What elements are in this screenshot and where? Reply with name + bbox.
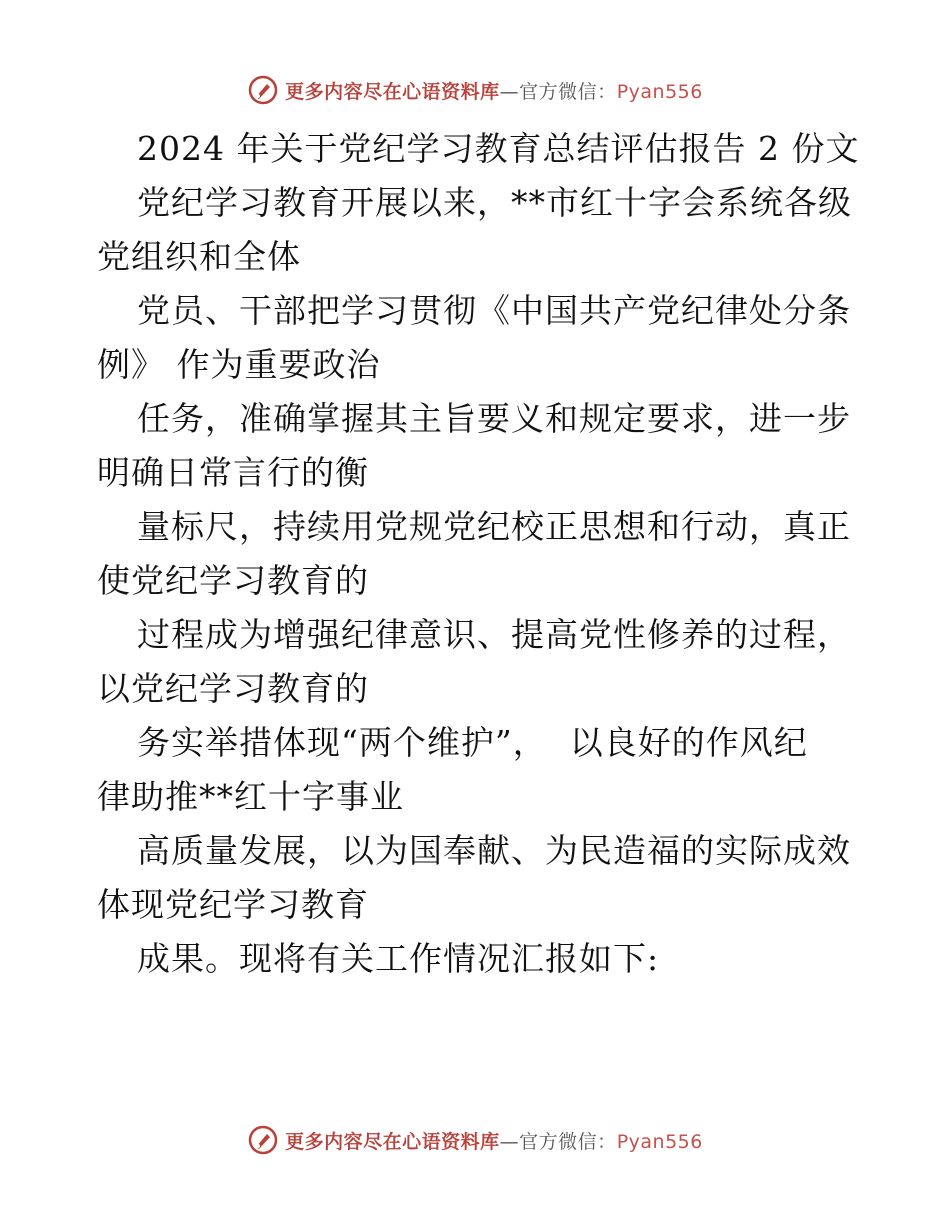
paragraph-line: 任务，准确掌握其主旨要义和规定要求，进一步 bbox=[137, 399, 851, 438]
paragraph-line: 量标尺，持续用党规党纪校正思想和行动，真正 bbox=[137, 507, 851, 546]
banner-main-text: 更多内容尽在心语资料库 bbox=[285, 1130, 500, 1153]
paragraph-line: 党纪学习教育开展以来，**市红十字会系统各级 bbox=[137, 183, 852, 222]
banner-wechat-id: Pyan556 bbox=[616, 80, 703, 103]
document-body bbox=[97, 122, 860, 986]
paragraph-line: 例》 作为重要政治 bbox=[97, 345, 381, 384]
paragraph-line: 以党纪学习教育的 bbox=[97, 669, 369, 708]
paragraph-line: 党组织和全体 bbox=[97, 237, 301, 276]
paragraph-line: 成果。现将有关工作情况汇报如下: bbox=[137, 939, 660, 978]
banner-main-text: 更多内容尽在心语资料库 bbox=[285, 80, 500, 103]
pen-nib-logo-icon bbox=[247, 1124, 279, 1156]
document-title: 2024 年关于党纪学习教育总结评估报告 2 份文 bbox=[137, 129, 860, 168]
header-banner bbox=[0, 70, 950, 110]
paragraph-line: 使党纪学习教育的 bbox=[97, 561, 369, 600]
paragraph-line: 过程成为增强纪律意识、提高党性修养的过程， bbox=[137, 615, 851, 654]
paragraph-line: 体现党纪学习教育 bbox=[97, 885, 369, 924]
banner-separator-text: —官方微信： bbox=[499, 80, 617, 103]
banner-separator-text: —官方微信： bbox=[499, 1130, 617, 1153]
banner-wechat-id: Pyan556 bbox=[616, 1130, 703, 1153]
pen-nib-logo-icon bbox=[247, 74, 279, 106]
paragraph-line: 律助推**红十字事业 bbox=[97, 777, 404, 816]
footer-banner bbox=[0, 1120, 950, 1160]
banner-text bbox=[285, 1127, 703, 1154]
paragraph-line: 明确日常言行的衡 bbox=[97, 453, 369, 492]
paragraph-line: 党员、干部把学习贯彻《中国共产党纪律处分条 bbox=[137, 291, 851, 330]
paragraph-line: 高质量发展，以为国奉献、为民造福的实际成效 bbox=[137, 831, 851, 870]
paragraph-line: 务实举措体现“两个维护”， 以良好的作风纪 bbox=[137, 723, 808, 762]
banner-text bbox=[285, 77, 703, 104]
